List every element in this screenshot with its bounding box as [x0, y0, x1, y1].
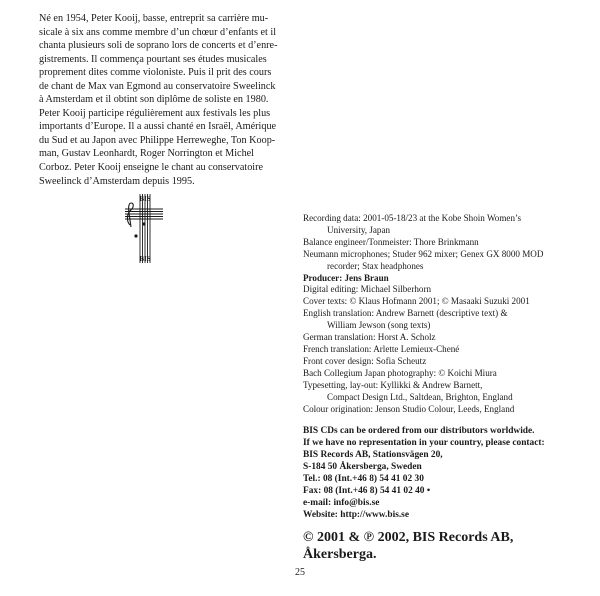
- production-credits: [303, 213, 593, 415]
- email-link[interactable]: e-mail: info@bis.se: [303, 498, 380, 509]
- address-line: S-184 50 Åkersberga, Sweden: [303, 462, 422, 473]
- producer-line: Producer: Jens Braun: [303, 272, 389, 283]
- credit-line: Cover texts: © Klaus Hofmann 2001; © Masaaki Suzuki 2001: [303, 296, 530, 307]
- bio-line: de chant de Max van Egmond au conservatoire Sweelinck: [39, 80, 276, 92]
- credit-line: Typesetting, lay-out: Kyllikki & Andrew Barnett,: [303, 379, 483, 390]
- bio-line: Né en 1954, Peter Kooij, basse, entreprit sa carrière mu-: [39, 13, 269, 24]
- contact-line: If we have no representation in your country, please contact:: [303, 438, 545, 449]
- credit-line: Digital editing: Michael Silberhorn: [303, 284, 432, 295]
- bis-cross-logo-icon: [122, 191, 164, 269]
- bio-line: gistrements. Il commença pourtant ses études musicales: [39, 53, 267, 65]
- fax-line: Fax: 08 (Int.+46 8) 54 41 02 40 •: [303, 486, 431, 497]
- biography-text: [39, 12, 289, 188]
- credit-line: William Jewson (song texts): [327, 320, 431, 331]
- contact-block: [303, 425, 593, 521]
- bio-line: Peter Kooij participe régulièrement aux festivals les plus: [39, 107, 271, 119]
- bio-line: importants d’Europe. Il a aussi chanté en Israël, Amérique: [39, 121, 277, 133]
- copyright-notice: [303, 529, 593, 563]
- copyright-line: Åkersberga.: [303, 547, 377, 562]
- credit-line: Front cover design: Sofia Scheutz: [303, 355, 427, 366]
- address-line: BIS Records AB, Stationsvägen 20,: [303, 450, 443, 461]
- credit-line: German translation: Horst A. Scholz: [303, 332, 436, 343]
- credit-line: Balance engineer/Tonmeister: Thore Brinkmann: [303, 236, 479, 247]
- bio-line: à Amsterdam et il obtint son diplôme de soliste en 1980.: [39, 94, 269, 106]
- credit-line: recorder; Stax headphones: [327, 260, 424, 271]
- bio-line: man, Gustav Leonhardt, Roger Norrington et Michel: [39, 148, 255, 160]
- bio-line: sicale à six ans comme membre d’un chœur d’enfants et il: [39, 26, 277, 38]
- logo-label: BIS: [139, 255, 151, 263]
- credit-line: Colour origination: Jenson Studio Colour, Leeds, England: [303, 403, 515, 414]
- page-number: 25: [295, 567, 305, 578]
- bio-line: proprement dites comme violoniste. Puis il prit des cours: [39, 67, 272, 79]
- bio-line: Corboz. Peter Kooij enseigne le chant au conservatoire: [39, 162, 264, 174]
- copyright-line: © 2001 & ℗ 2002, BIS Records AB,: [303, 530, 514, 545]
- credit-line: English translation: Andrew Barnett (descriptive text) &: [303, 308, 508, 319]
- logo-label: BIS: [139, 195, 151, 203]
- credit-line: Neumann microphones; Studer 962 mixer; Genex GX 8000 MOD: [303, 248, 544, 259]
- bio-line: chanta plusieurs soli de soprano lors de concerts et d’enre-: [39, 40, 278, 52]
- credit-line: Bach Collegium Japan photography: © Koichi Miura: [303, 367, 497, 378]
- bio-line: Sweelinck d’Amsterdam depuis 1995.: [39, 175, 195, 187]
- website-link[interactable]: Website: http://www.bis.se: [303, 510, 409, 521]
- credit-line: Recording data: 2001-05-18/23 at the Kobe Shoin Women’s: [303, 213, 522, 223]
- phone-line: Tel.: 08 (Int.+46 8) 54 41 02 30: [303, 474, 424, 485]
- credit-line: French translation: Arlette Lemieux-Chené: [303, 343, 460, 354]
- bio-line: du Sud et au Japon avec Philippe Herreweghe, Ton Koop-: [39, 134, 276, 146]
- credit-line: University, Japan: [327, 224, 391, 235]
- contact-line: BIS CDs can be ordered from our distributors worldwide.: [303, 426, 535, 436]
- credit-line: Compact Design Ltd., Saltdean, Brighton, England: [327, 391, 513, 402]
